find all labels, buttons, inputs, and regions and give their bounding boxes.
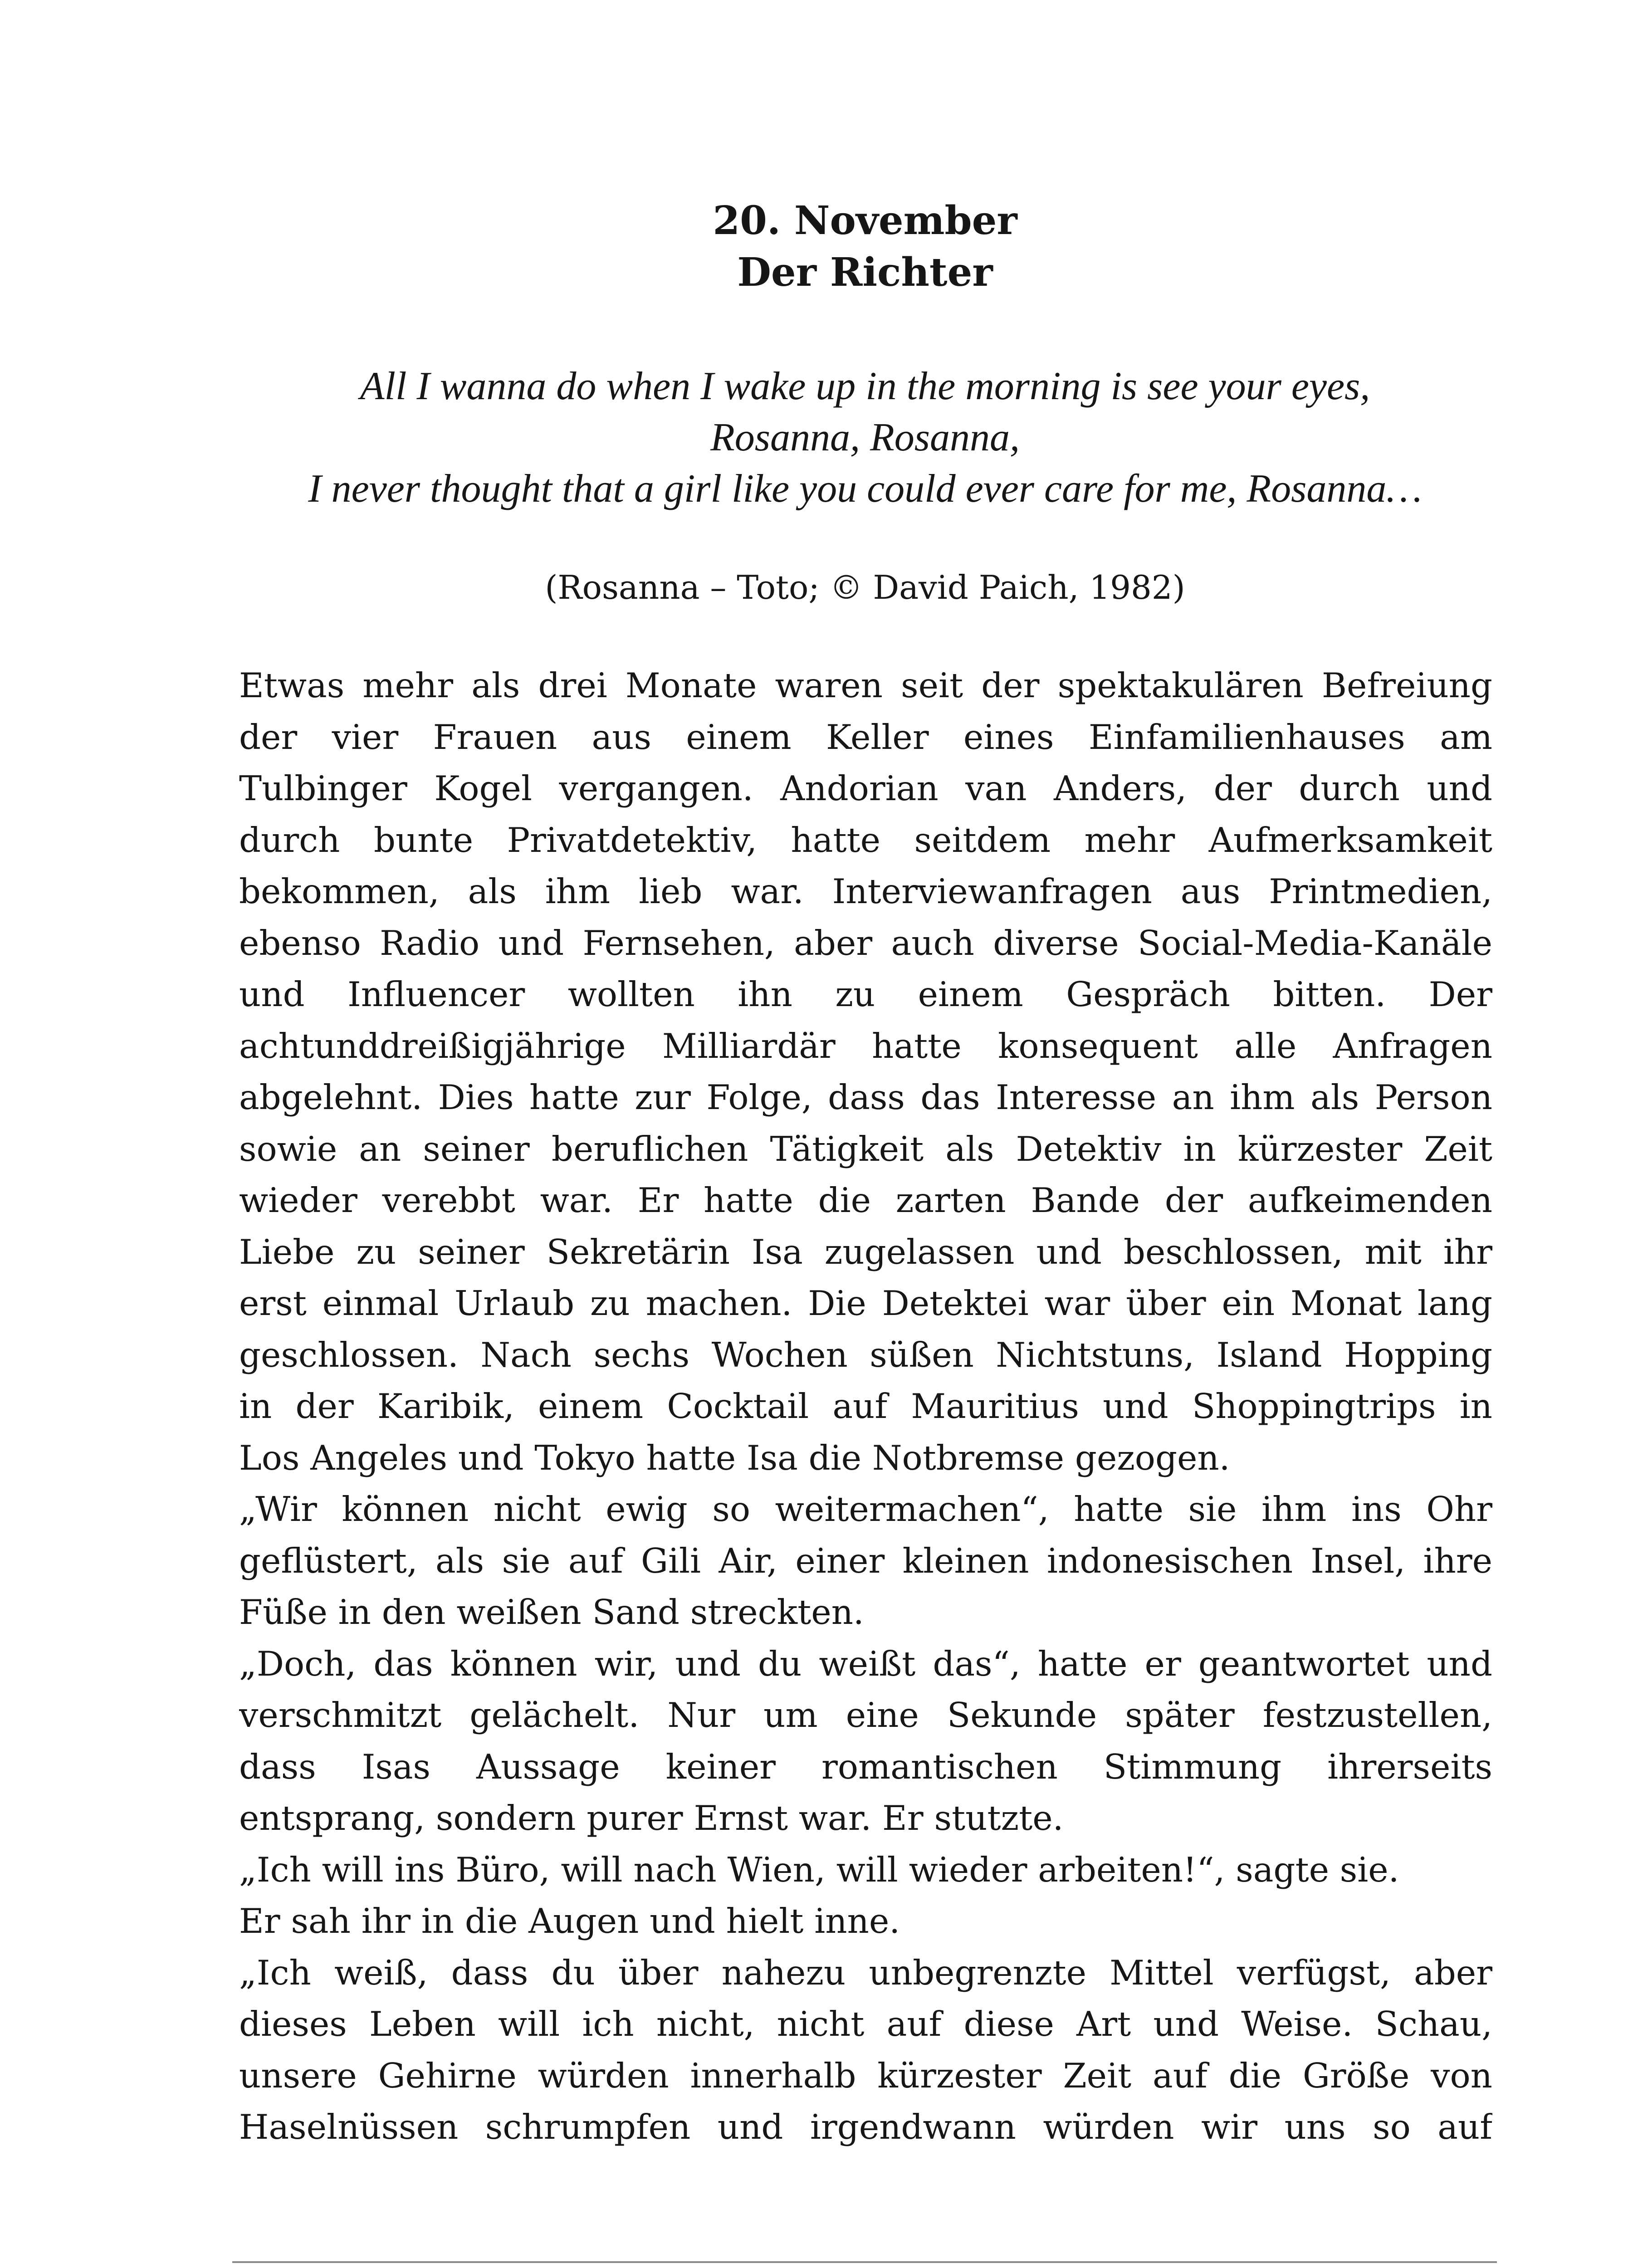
epigraph-line: Rosanna, Rosanna,	[710, 415, 1020, 459]
body-line: Los Angeles und Tokyo hatte Isa die Notbremse gezogen.	[239, 1437, 1230, 1478]
body-line: Etwas mehr als drei Monate waren seit der spektakulären Befreiung	[239, 665, 1492, 705]
chapter-date: 20. November	[713, 198, 1017, 244]
body-line: achtunddreißigjährige Milliardär hatte konsequent alle Anfragen	[239, 1026, 1492, 1066]
body-line: „Ich will ins Büro, will nach Wien, will wieder arbeiten!“, sagte sie.	[239, 1849, 1399, 1890]
body-line: durch bunte Privatdetektiv, hatte seitdem mehr Aufmerksamkeit	[239, 820, 1492, 860]
body-line: unsere Gehirne würden innerhalb kürzester Zeit auf die Größe von	[239, 2055, 1492, 2096]
body-line: abgelehnt. Dies hatte zur Folge, dass das Interesse an ihm als Person	[239, 1077, 1492, 1117]
body-line: sowie an seiner beruflichen Tätigkeit als Detektiv in kürzester Zeit	[239, 1129, 1492, 1169]
body-line: Füße in den weißen Sand streckten.	[239, 1592, 864, 1632]
body-line: „Ich weiß, dass du über nahezu unbegrenzte Mittel verfügst, aber	[239, 1952, 1492, 1993]
body-line: in der Karibik, einem Cocktail auf Mauritius und Shoppingtrips in	[239, 1386, 1492, 1426]
chapter-heading	[239, 195, 1491, 298]
body-line: Tulbinger Kogel vergangen. Andorian van Anders, der durch und	[239, 768, 1492, 808]
body-line: Haselnüssen schrumpfen und irgendwann würden wir uns so auf	[239, 2107, 1492, 2147]
body-line: der vier Frauen aus einem Keller eines Einfamilienhauses am	[239, 717, 1492, 757]
body-line: „Wir können nicht ewig so weitermachen“, hatte sie ihm ins Ohr	[239, 1489, 1492, 1529]
body-line: Er sah ihr in die Augen und hielt inne.	[239, 1901, 900, 1941]
body-line: erst einmal Urlaub zu machen. Die Detektei war über ein Monat lang	[239, 1283, 1492, 1323]
body-line: „Doch, das können wir, und du weißt das“, hatte er geantwortet und	[239, 1643, 1492, 1684]
body-text	[239, 660, 1492, 2153]
chapter-title: Der Richter	[737, 249, 993, 295]
body-line: ebenso Radio und Fernsehen, aber auch diverse Social-Media-Kanäle	[239, 923, 1492, 963]
body-line: und Influencer wollten ihn zu einem Gespräch bitten. Der	[239, 974, 1492, 1014]
body-line: dieses Leben will ich nicht, nicht auf diese Art und Weise. Schau,	[239, 2004, 1492, 2044]
epigraph-line: All I wanna do when I wake up in the morning is see your eyes,	[360, 364, 1370, 408]
footer-divider	[232, 2261, 1497, 2263]
body-line: geschlossen. Nach sechs Wochen süßen Nichtstuns, Island Hopping	[239, 1334, 1492, 1375]
body-line: bekommen, als ihm lieb war. Interviewanfragen aus Printmedien,	[239, 871, 1492, 911]
body-line: entsprang, sondern purer Ernst war. Er stutzte.	[239, 1798, 1064, 1838]
body-line: dass Isas Aussage keiner romantischen Stimmung ihrerseits	[239, 1746, 1492, 1787]
epigraph-citation: (Rosanna – Toto; © David Paich, 1982)	[545, 568, 1185, 606]
body-line: wieder verebbt war. Er hatte die zarten Bande der aufkeimenden	[239, 1180, 1492, 1220]
body-line: verschmitzt gelächelt. Nur um eine Sekunde später festzustellen,	[239, 1695, 1492, 1735]
epigraph	[239, 361, 1491, 514]
body-line: geflüstert, als sie auf Gili Air, einer kleinen indonesischen Insel, ihre	[239, 1540, 1492, 1581]
body-line: Liebe zu seiner Sekretärin Isa zugelassen und beschlossen, mit ihr	[239, 1232, 1492, 1272]
epigraph-line: I never thought that a girl like you could ever care for me, Rosanna…	[308, 467, 1422, 511]
